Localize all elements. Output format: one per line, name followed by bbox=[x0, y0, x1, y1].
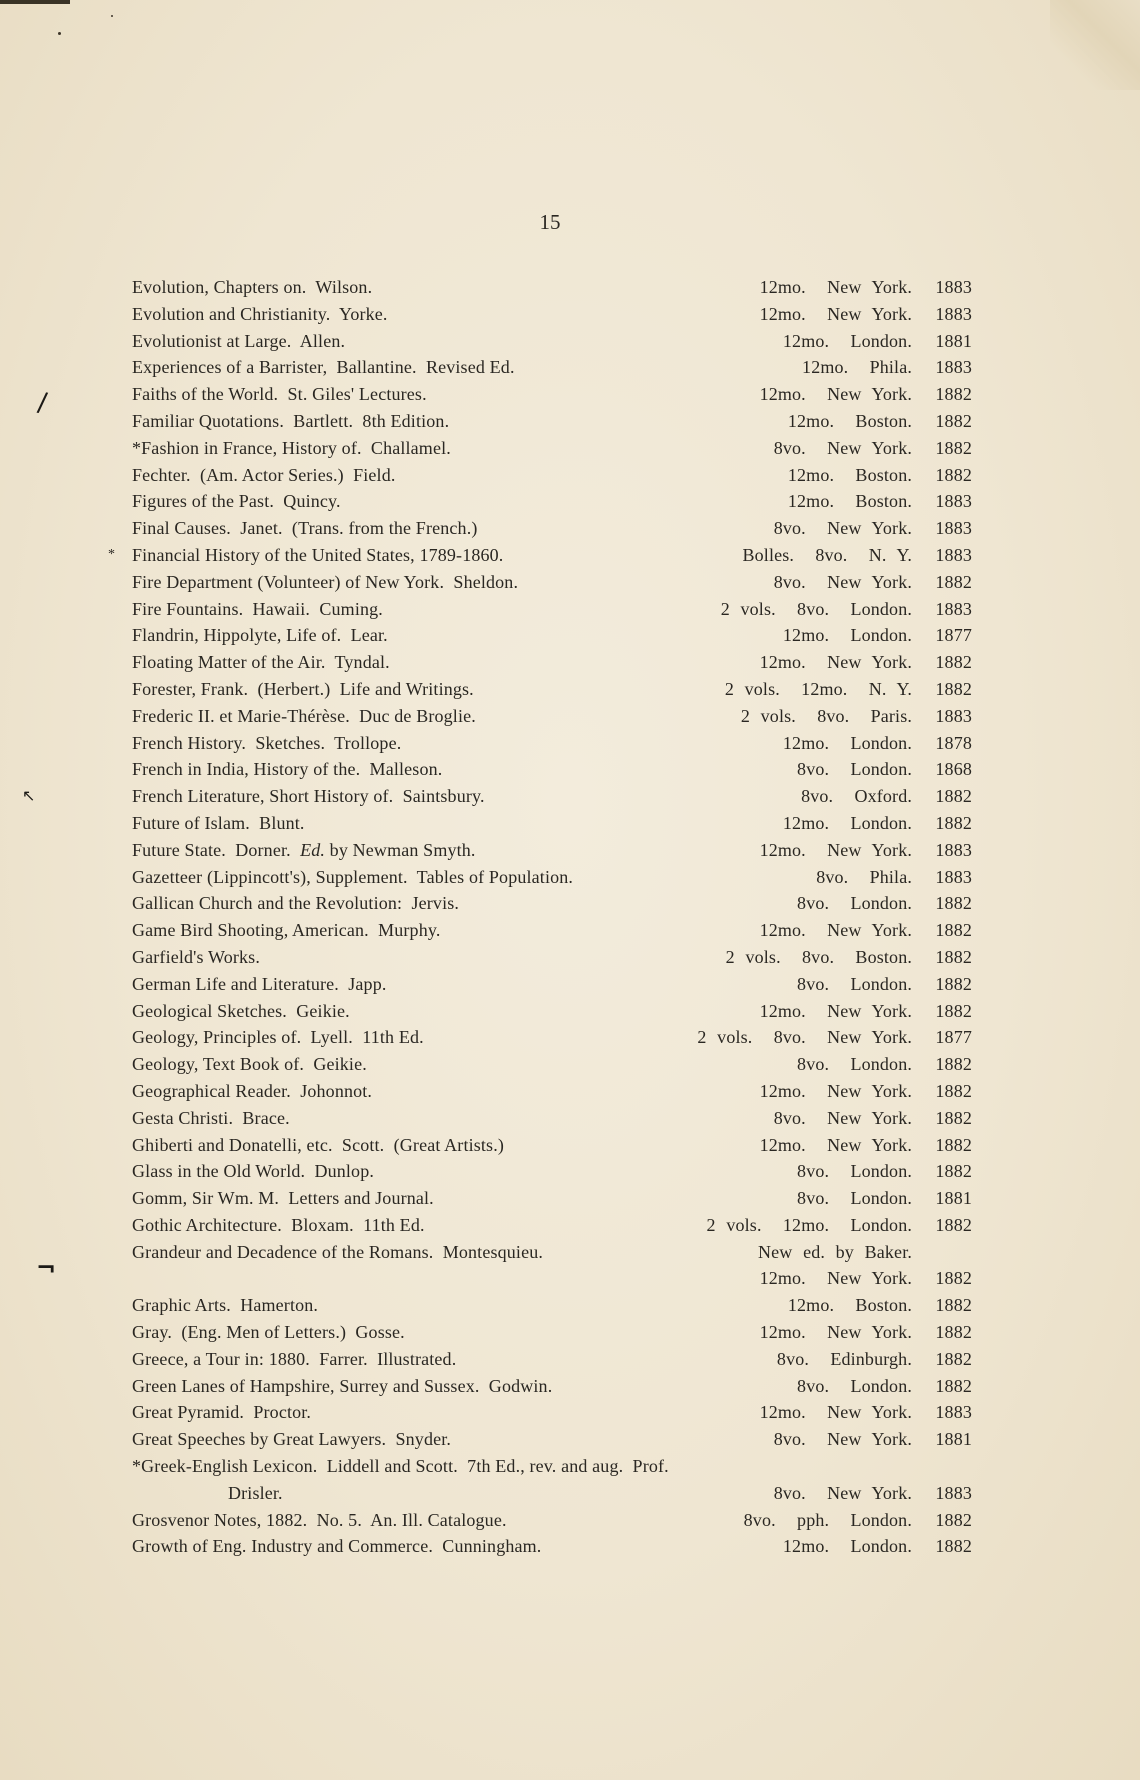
entry-year: 1883 bbox=[935, 357, 972, 378]
list-item bbox=[132, 837, 972, 864]
entry-title: Gallican Church and the Revolution: Jervis. bbox=[132, 893, 460, 914]
entry-title: Ghiberti and Donatelli, etc. Scott. (Great Artists.) bbox=[132, 1134, 505, 1155]
entry-year: 1883 bbox=[935, 491, 972, 512]
entry-title: Geology, Principles of. Lyell. 11th Ed. bbox=[132, 1027, 424, 1048]
entry-publication-details: 8vo. New York. bbox=[773, 1107, 912, 1128]
list-item bbox=[132, 756, 972, 783]
list-item bbox=[132, 1078, 972, 1105]
entry-year: 1883 bbox=[935, 866, 972, 887]
list-item bbox=[132, 569, 972, 596]
list-item bbox=[132, 274, 972, 301]
entry-title: Growth of Eng. Industry and Commerce. Cunningham. bbox=[132, 1536, 542, 1557]
entry-title bbox=[132, 837, 476, 864]
list-item bbox=[132, 354, 972, 381]
entry-year: 1882 bbox=[935, 1000, 972, 1021]
entry-year: 1882 bbox=[935, 652, 972, 673]
entry-title: Future of Islam. Blunt. bbox=[132, 812, 305, 833]
entry-publication-details: 12mo. Boston. bbox=[787, 1295, 912, 1316]
entry-publication-details: 12mo. New York. bbox=[759, 303, 912, 324]
entry-publication-details: 12mo. London. bbox=[782, 1536, 912, 1557]
entry-publication-details: 8vo. London. bbox=[797, 1375, 912, 1396]
entry-year: 1883 bbox=[935, 598, 972, 619]
entry-publication-details: 2 vols. 12mo. London. bbox=[706, 1214, 912, 1235]
entry-year: 1882 bbox=[935, 1509, 972, 1530]
entry-year: 1881 bbox=[935, 330, 972, 351]
entry-publication-details: 12mo. Boston. bbox=[787, 464, 912, 485]
entry-title: Flandrin, Hippolyte, Life of. Lear. bbox=[132, 625, 388, 646]
entry-publication-details: Bolles. 8vo. N. Y. bbox=[742, 544, 912, 565]
entry-title: Evolution, Chapters on. Wilson. bbox=[132, 277, 373, 297]
entry-year: 1883 bbox=[935, 1482, 972, 1503]
paper-speck bbox=[58, 32, 61, 35]
entry-title: Frederic II. et Marie-Thérèse. Duc de Broglie. bbox=[132, 705, 476, 726]
entry-year: 1881 bbox=[935, 1429, 972, 1450]
entry-title: Evolution and Christianity. Yorke. bbox=[132, 303, 388, 324]
entry-year: 1882 bbox=[935, 571, 972, 592]
entry-title: Gomm, Sir Wm. M. Letters and Journal. bbox=[132, 1188, 434, 1209]
entry-publication-details: 2 vols. 12mo. N. Y. bbox=[724, 678, 912, 699]
entry-year: 1882 bbox=[935, 1080, 972, 1101]
list-item bbox=[132, 944, 972, 971]
entry-title: Gothic Architecture. Bloxam. 11th Ed. bbox=[132, 1214, 425, 1235]
entry-year: 1882 bbox=[935, 812, 972, 833]
entry-title: Faiths of the World. St. Giles' Lectures. bbox=[132, 384, 427, 405]
list-item bbox=[108, 542, 972, 569]
entry-year: 1883 bbox=[935, 518, 972, 539]
list-item bbox=[132, 1185, 972, 1212]
bibliography-list bbox=[108, 274, 972, 1560]
list-item bbox=[132, 1024, 972, 1051]
list-item bbox=[132, 1265, 972, 1292]
entry-title-italic: Ed. bbox=[300, 839, 326, 860]
entry-title: Garfield's Works. bbox=[132, 946, 260, 967]
entry-year: 1882 bbox=[935, 1295, 972, 1316]
entry-publication-details: 8vo. London. bbox=[797, 759, 912, 780]
list-item bbox=[132, 1426, 972, 1453]
entry-publication-details: 8vo. London. bbox=[797, 893, 912, 914]
page-number: 15 bbox=[539, 210, 561, 234]
list-item bbox=[132, 515, 972, 542]
entry-year: 1882 bbox=[935, 1322, 972, 1343]
entry-year: 1877 bbox=[935, 625, 972, 646]
entry-year: 1882 bbox=[935, 678, 972, 699]
list-item bbox=[132, 917, 972, 944]
entry-title: Geographical Reader. Johonnot. bbox=[132, 1080, 373, 1101]
entry-publication-details: 8vo. Edinburgh. bbox=[776, 1348, 912, 1369]
entry-title: *Fashion in France, History of. Challamel. bbox=[132, 437, 451, 458]
entry-year: 1882 bbox=[935, 1536, 972, 1557]
entry-title: Drisler. bbox=[228, 1482, 283, 1503]
entry-year: 1882 bbox=[935, 1107, 972, 1128]
list-item bbox=[132, 730, 972, 757]
entry-title: Gazetteer (Lippincott's), Supplement. Tables of Population. bbox=[132, 866, 574, 887]
entry-year: 1868 bbox=[935, 759, 972, 780]
list-item bbox=[132, 1051, 972, 1078]
list-item bbox=[132, 301, 972, 328]
entry-publication-details: 12mo. London. bbox=[782, 625, 912, 646]
entry-title: Game Bird Shooting, American. Murphy. bbox=[132, 920, 441, 941]
entry-title: *Greek-English Lexicon. Liddell and Scott. 7th Ed., rev. and aug. Prof. bbox=[132, 1456, 669, 1477]
entry-publication-details: 12mo. New York. bbox=[759, 1268, 912, 1289]
entry-publication-details: 8vo. London. bbox=[797, 973, 912, 994]
entry-publication-details: 12mo. New York. bbox=[759, 920, 912, 941]
entry-publication-details: 8vo. New York. bbox=[773, 437, 912, 458]
entry-publication-details: 2 vols. 8vo. London. bbox=[720, 598, 912, 619]
entry-publication-details: 8vo. London. bbox=[797, 1054, 912, 1075]
pencil-mark-3: ¬ bbox=[36, 1254, 57, 1282]
list-item bbox=[132, 1292, 972, 1319]
entry-title: Financial History of the United States, 1789-1860. bbox=[132, 544, 504, 565]
entry-title-part: by Newman Smyth. bbox=[325, 839, 476, 860]
entry-title: French Literature, Short History of. Saintsbury. bbox=[132, 786, 485, 807]
entry-year: 1881 bbox=[935, 1188, 972, 1209]
entry-publication-details: 8vo. pph. London. bbox=[743, 1509, 912, 1530]
entry-publication-details: 2 vols. 8vo. Boston. bbox=[725, 946, 912, 967]
entry-title: Final Causes. Janet. (Trans. from the French.) bbox=[132, 518, 478, 539]
entry-year: 1882 bbox=[935, 464, 972, 485]
entry-title-part: Future State. Dorner. bbox=[132, 839, 301, 860]
list-item bbox=[132, 1480, 972, 1507]
list-item bbox=[132, 1105, 972, 1132]
entry-title: Grandeur and Decadence of the Romans. Montesquieu. bbox=[132, 1241, 544, 1262]
list-item bbox=[132, 328, 972, 355]
list-item bbox=[132, 1507, 972, 1534]
entry-title: French in India, History of the. Malleson. bbox=[132, 759, 443, 780]
entry-publication-details: 8vo. London. bbox=[797, 1161, 912, 1182]
entry-title: Fire Fountains. Hawaii. Cuming. bbox=[132, 598, 383, 619]
list-item bbox=[132, 703, 972, 730]
entry-year: 1882 bbox=[935, 1375, 972, 1396]
entry-title: Fire Department (Volunteer) of New York. Sheldon. bbox=[132, 571, 519, 592]
list-item bbox=[132, 435, 972, 462]
entry-publication-details: 12mo. New York. bbox=[759, 384, 912, 405]
list-item bbox=[132, 1453, 972, 1480]
entry-publication-details: 12mo. New York. bbox=[759, 1000, 912, 1021]
paper-speck bbox=[111, 15, 113, 17]
entry-publication-details: 8vo. London. bbox=[797, 1188, 912, 1209]
entry-year: 1883 bbox=[935, 544, 972, 565]
list-item bbox=[132, 408, 972, 435]
entry-year: 1882 bbox=[935, 437, 972, 458]
entry-publication-details: 12mo. Boston. bbox=[787, 491, 912, 512]
list-item bbox=[132, 1533, 972, 1560]
entry-publication-details: 12mo. Boston. bbox=[787, 410, 912, 431]
entry-publication-details: 12mo. New York. bbox=[759, 1322, 912, 1343]
list-item bbox=[132, 1346, 972, 1373]
entry-year: 1878 bbox=[935, 732, 972, 753]
entry-year: 1882 bbox=[935, 410, 972, 431]
entry-publication-details: 8vo. Phila. bbox=[816, 866, 912, 887]
list-item bbox=[132, 971, 972, 998]
entry-publication-details: 12mo. Phila. bbox=[802, 357, 912, 378]
entry-publication-details: 2 vols. 8vo. Paris. bbox=[740, 705, 912, 726]
pencil-mark-1: / bbox=[35, 387, 49, 419]
list-item bbox=[132, 462, 972, 489]
list-item bbox=[132, 676, 972, 703]
entry-publication-details: 2 vols. 8vo. New York. bbox=[697, 1027, 912, 1048]
entry-publication-details: 8vo. New York. bbox=[773, 518, 912, 539]
entry-year: 1883 bbox=[935, 277, 972, 297]
list-item bbox=[132, 1373, 972, 1400]
list-item bbox=[132, 783, 972, 810]
entry-title: Glass in the Old World. Dunlop. bbox=[132, 1161, 375, 1182]
entry-year: 1882 bbox=[935, 893, 972, 914]
list-item bbox=[132, 1319, 972, 1346]
entry-publication-details: 8vo. Oxford. bbox=[801, 786, 912, 807]
entry-publication-details: 8vo. New York. bbox=[773, 1482, 912, 1503]
entry-title: Geological Sketches. Geikie. bbox=[132, 1000, 350, 1021]
entry-title: Floating Matter of the Air. Tyndal. bbox=[132, 652, 390, 673]
entry-publication-details: 12mo. New York. bbox=[759, 1080, 912, 1101]
entry-title: Fechter. (Am. Actor Series.) Field. bbox=[132, 464, 396, 485]
entry-publication-details: 12mo. New York. bbox=[759, 1134, 912, 1155]
entry-title: Figures of the Past. Quincy. bbox=[132, 491, 341, 512]
list-item bbox=[132, 1132, 972, 1159]
entry-title: Graphic Arts. Hamerton. bbox=[132, 1295, 319, 1316]
entry-year: 1882 bbox=[935, 973, 972, 994]
entry-year: 1877 bbox=[935, 1027, 972, 1048]
entry-title: Evolutionist at Large. Allen. bbox=[132, 330, 346, 351]
entry-title: German Life and Literature. Japp. bbox=[132, 973, 387, 994]
list-item bbox=[132, 622, 972, 649]
entry-year: 1882 bbox=[935, 1054, 972, 1075]
entry-title: Experiences of a Barrister, Ballantine. Revised Ed. bbox=[132, 357, 515, 378]
entry-publication-details: New ed. by Baker. bbox=[757, 1241, 912, 1262]
entry-title: Great Speeches by Great Lawyers. Snyder. bbox=[132, 1429, 452, 1450]
list-item bbox=[132, 810, 972, 837]
entry-year: 1883 bbox=[935, 303, 972, 324]
entry-title: Geology, Text Book of. Geikie. bbox=[132, 1054, 367, 1075]
entry-year: 1882 bbox=[935, 1161, 972, 1182]
entry-year: 1882 bbox=[935, 920, 972, 941]
entry-title: Greece, a Tour in: 1880. Farrer. Illustrated. bbox=[132, 1348, 457, 1369]
entry-title: French History. Sketches. Trollope. bbox=[132, 732, 402, 753]
list-item bbox=[132, 488, 972, 515]
list-item bbox=[132, 596, 972, 623]
entry-title: Gray. (Eng. Men of Letters.) Gosse. bbox=[132, 1322, 405, 1343]
entry-title: Familiar Quotations. Bartlett. 8th Edition. bbox=[132, 410, 450, 431]
corner-fold bbox=[1050, 0, 1140, 90]
entry-year: 1882 bbox=[935, 1134, 972, 1155]
entry-publication-details: 8vo. New York. bbox=[773, 571, 912, 592]
entry-title: Grosvenor Notes, 1882. No. 5. An. Ill. Catalogue. bbox=[132, 1509, 507, 1530]
entry-title: Gesta Christi. Brace. bbox=[132, 1107, 290, 1128]
list-item bbox=[132, 1212, 972, 1239]
entry-year: 1882 bbox=[935, 1268, 972, 1289]
entry-year: 1883 bbox=[935, 705, 972, 726]
list-item bbox=[132, 649, 972, 676]
list-item bbox=[132, 1158, 972, 1185]
page-edge-shadow bbox=[0, 0, 70, 4]
entry-year: 1882 bbox=[935, 1214, 972, 1235]
list-item bbox=[132, 1239, 972, 1266]
entry-title: Green Lanes of Hampshire, Surrey and Sussex. Godwin. bbox=[132, 1375, 553, 1396]
entry-year: 1882 bbox=[935, 946, 972, 967]
entry-year: 1883 bbox=[935, 839, 972, 860]
entry-publication-details: 8vo. New York. bbox=[773, 1429, 912, 1450]
list-item bbox=[132, 890, 972, 917]
entry-year: 1882 bbox=[935, 384, 972, 405]
entry-publication-details: 12mo. New York. bbox=[759, 277, 912, 297]
entry-year: 1882 bbox=[935, 1348, 972, 1369]
entry-year: 1882 bbox=[935, 786, 972, 807]
entry-publication-details: 12mo. New York. bbox=[759, 839, 912, 860]
entry-year: 1883 bbox=[935, 1402, 972, 1423]
list-item bbox=[132, 998, 972, 1025]
pencil-mark-2: ↖ bbox=[22, 786, 36, 805]
list-item bbox=[132, 864, 972, 891]
list-item bbox=[132, 381, 972, 408]
list-item bbox=[132, 1399, 972, 1426]
entry-publication-details: 12mo. New York. bbox=[759, 1402, 912, 1423]
asterisk-mark: * bbox=[108, 546, 116, 562]
entry-publication-details: 12mo. London. bbox=[782, 812, 912, 833]
entry-title: Great Pyramid. Proctor. bbox=[132, 1402, 312, 1423]
entry-publication-details: 12mo. London. bbox=[782, 732, 912, 753]
entry-title: Forester, Frank. (Herbert.) Life and Writings. bbox=[132, 678, 474, 699]
entry-publication-details: 12mo. New York. bbox=[759, 652, 912, 673]
entry-publication-details: 12mo. London. bbox=[782, 330, 912, 351]
